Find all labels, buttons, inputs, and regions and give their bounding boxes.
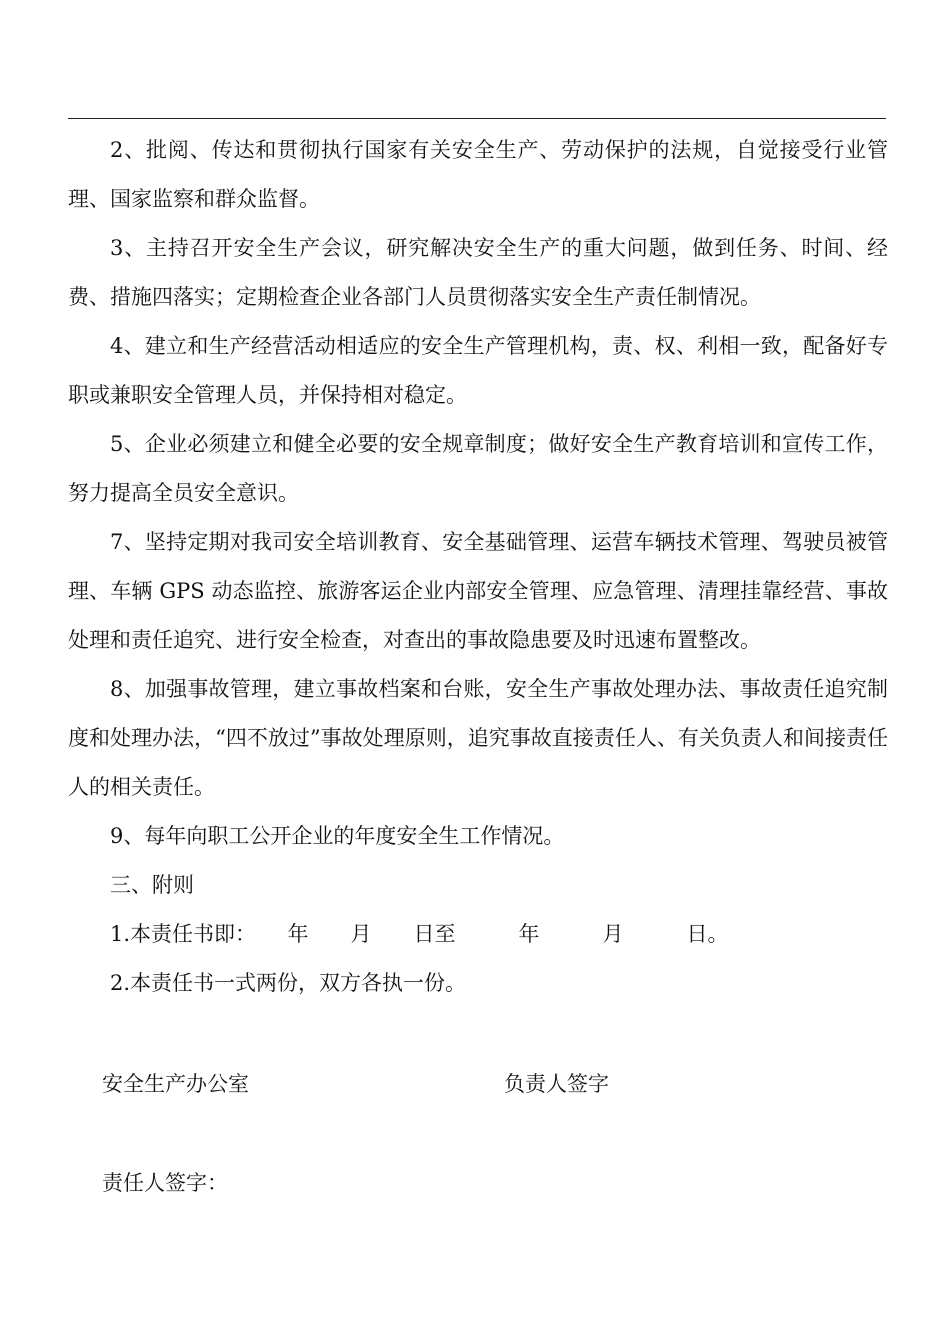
paragraph-item-5: 5、企业必须建立和健全必要的安全规章制度；做好安全生产教育培训和宣传工作，努力提高全员安全意识。: [68, 432, 888, 505]
paragraph-item-3: 3、主持召开安全生产会议，研究解决安全生产的重大问题，做到任务、时间、经费、措施四落实；定期检查企业各部门人员贯彻落实安全生产责任制情况。: [68, 236, 888, 309]
clause-term: 1.本责任书即： 年 月 日至 年 月 日。: [110, 922, 729, 946]
paragraph-item-9: 9、每年向职工公开企业的年度安全生工作情况。: [110, 824, 565, 848]
paragraph-item-8: 8、加强事故管理，建立事故档案和台账，安全生产事故处理办法、事故责任追究制度和处理办法，“四不放过”事故处理原则，追究事故直接责任人、有关负责人和间接责任人的相关责任。: [68, 677, 888, 799]
signature-responsible-label: 责任人签字：: [102, 1171, 228, 1195]
document-body: [68, 126, 888, 1008]
paragraph-item-4: 4、建立和生产经营活动相适应的安全生产管理机构，责、权、利相一致，配备好专职或兼职安全管理人员，并保持相对稳定。: [68, 334, 888, 407]
signature-leader-label: 负责人签字: [504, 1072, 609, 1096]
header-rule: [68, 118, 886, 119]
section-title: 三、附则: [110, 873, 194, 897]
paragraph-item-2: 2、批阅、传达和贯彻执行国家有关安全生产、劳动保护的法规，自觉接受行业管理、国家监察和群众监督。: [68, 138, 888, 211]
signature-office-label: 安全生产办公室: [102, 1072, 249, 1096]
clause-copies: 2.本责任书一式两份，双方各执一份。: [110, 971, 467, 995]
paragraph-item-7: 7、坚持定期对我司安全培训教育、安全基础管理、运营车辆技术管理、驾驶员被管理、车辆 GPS 动态监控、旅游客运企业内部安全管理、应急管理、清理挂靠经营、事故处理和责任追究、进行安全检查，对查出的事故隐患要及时迅速布置整改。: [68, 530, 888, 652]
